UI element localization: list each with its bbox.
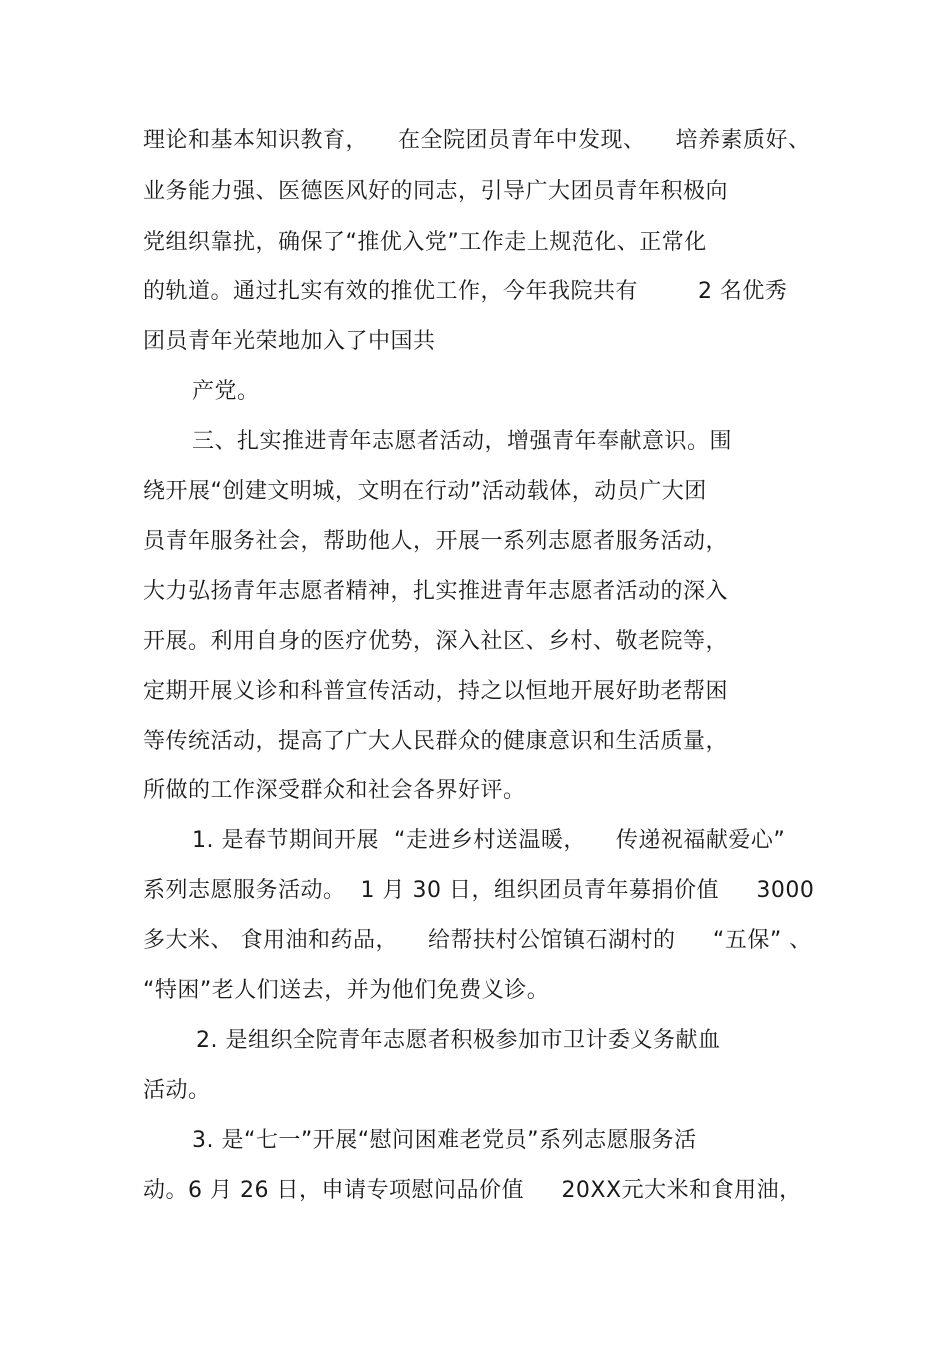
text-line: 3. 是“七一”开展“慰问困难老党员”系列志愿服务活	[192, 1128, 697, 1153]
text-line: 所做的工作深受群众和社会各界好评。	[143, 778, 526, 803]
text-line: 大力弘扬青年志愿者精神，扎实推进青年志愿者活动的深入	[143, 579, 729, 604]
text-line: 系列志愿服务活动。 1 月 30 日，组织团员青年募捐价值 3000	[143, 878, 815, 903]
text-line: 业务能力强、医德医风好的同志，引导广大团员青年积极向	[143, 179, 729, 204]
text-line: 2. 是组织全院青年志愿者积极参加市卫计委义务献血	[196, 1028, 721, 1053]
text-line: 定期开展义诊和科普宣传活动，持之以恒地开展好助老帮困	[143, 679, 729, 704]
text-line: 团员青年光荣地加入了中国共	[143, 329, 436, 354]
text-line: 党组织靠扰，确保了“推优入党”工作走上规范化、正常化	[143, 230, 707, 255]
text-line: 产党。	[192, 379, 260, 404]
text-line: 理论和基本知识教育， 在全院团员青年中发现、 培养素质好、	[143, 128, 811, 153]
text-line: 等传统活动，提高了广大人民群众的健康意识和生活质量，	[143, 729, 729, 754]
text-line: 员青年服务社会，帮助他人，开展一系列志愿者服务活动，	[143, 529, 729, 554]
text-line: 绕开展“创建文明城，文明在行动”活动载体，动员广大团	[143, 479, 707, 504]
text-line: 活动。	[143, 1078, 211, 1103]
text-line: 三、扎实推进青年志愿者活动，增强青年奉献意识。围	[192, 429, 733, 454]
text-line: “特困”老人们送去，并为他们免费义诊。	[143, 978, 550, 1003]
text-line: 的轨道。通过扎实有效的推优工作，今年我院共有 2 名优秀	[143, 279, 788, 304]
text-line: 1. 是春节期间开展 “走进乡村送温暖， 传递祝福献爱心”	[192, 828, 786, 853]
text-line: 动。6 月 26 日，申请专项慰问品价值 20XX元大米和食用油，	[143, 1178, 802, 1203]
text-line: 开展。利用自身的医疗优势，深入社区、乡村、敬老院等，	[143, 629, 729, 654]
text-line: 多大米、 食用油和药品， 给帮扶村公馆镇石湖村的 “五保” 、	[143, 928, 812, 953]
